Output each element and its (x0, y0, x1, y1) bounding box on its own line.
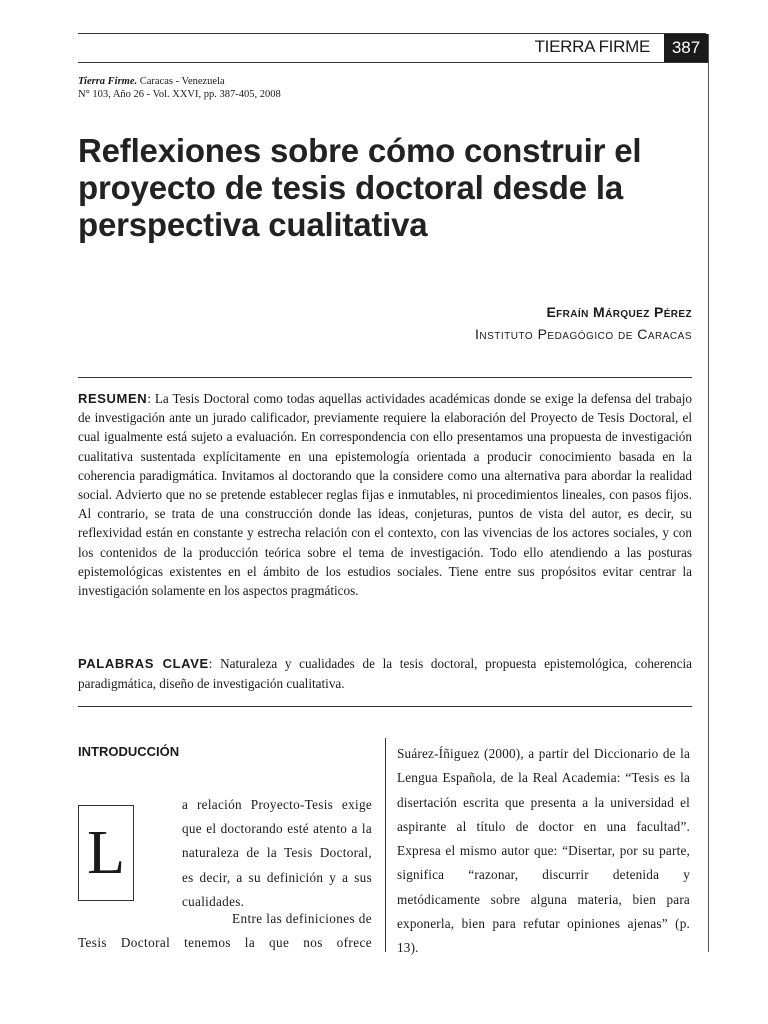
column-divider (385, 738, 386, 952)
citation-place: Caracas - Venezuela (137, 76, 225, 87)
article-title: Reflexiones sobre cómo construir el proyecto de tesis doctoral desde la perspectiva cualitativa (78, 132, 642, 243)
keywords-text: : Naturaleza y cualidades de la tesis doctoral, propuesta epistemológica, coherencia paradigmática, diseño de investigación cualitativa. (78, 656, 692, 691)
abstract-top-rule (78, 377, 692, 378)
author-institution: Instituto Pedagógico de Caracas (474, 326, 692, 342)
abstract-label: RESUMEN (78, 391, 148, 406)
abstract (78, 389, 692, 600)
keywords-label: PALABRAS CLAVE (78, 656, 209, 671)
citation-block (78, 75, 281, 101)
page-number: 387 (664, 34, 708, 62)
citation-journal: Tierra Firme. (78, 76, 138, 87)
author-name: Efraín Márquez Pérez (546, 304, 692, 320)
keywords (78, 654, 692, 694)
column1-paragraph: a relación Proyecto-Tesis exige que el doctorando esté atento a la naturaleza de la Tesis Doctoral, es decir, a su definición y a sus cualidades. (182, 797, 372, 909)
citation-volume: N° 103, Año 26 - Vol. XXVI, pp. 387-405, 2008 (78, 89, 281, 100)
abstract-bottom-rule (78, 706, 692, 707)
column1-paragraph2-line1: Entre las definiciones de (232, 911, 372, 926)
running-header-journal: TIERRA FIRME (534, 37, 650, 56)
column1-paragraph2-line2: Tesis Doctoral tenemos la que nos ofrece (78, 935, 372, 950)
drop-cap: L (78, 805, 134, 901)
column2-paragraph: Suárez-Íñiguez (2000), a partir del Diccionario de la Lengua Española, de la Real Academia: “Tesis es la disertación escrita que presenta a la universidad el aspirante al título de doctor en una facultad”. Expresa el mismo autor que: “Disertar, por su parte, significa “razonar, discurrir detenida y metódicamente sobre alguna materia, bien para exponerla, bien para refutar opiniones ajenas” (p. 13). (397, 746, 690, 956)
section-heading-introduction: INTRODUCCIÓN (78, 744, 180, 759)
header-rule-top (78, 33, 706, 34)
page-edge-rule (708, 34, 709, 952)
abstract-text: : La Tesis Doctoral como todas aquellas actividades académicas donde se exige la defensa del trabajo de investigación ante un jurado calificador, previamente requiere la elaboración del Proyecto de Tesis Doctoral, el cual igualmente está sujeto a evaluación. En correspondencia con ello presentamos una propuesta de investigación cualitativa sustentada explícitamente en una epistemología orientada a producir conocimiento basada en la coherencia paradigmática. Invitamos al doctorando que la considere como una alternativa para abordar la realidad social. Advierto que no se pretende establecer reglas fijas e inmutables, ni procedimientos lineales, con pasos fijos. Al contrario, se trata de una construcción donde las ideas, conjeturas, puntos de vista del autor, es decir, su reflexividad están en constante y estrecha relación con el contexto, con las vivencias de los actores sociales, y con los contenidos de la producción teórica sobre el tema de investigación. Todo ello atendiendo a las posturas epistemológicas existentes en el ámbito de los estudios sociales. Tiene entre sus propósitos evitar centrar la investigación solamente en los aspectos pragmáticos. (78, 391, 692, 599)
header-rule-bottom (78, 62, 708, 63)
